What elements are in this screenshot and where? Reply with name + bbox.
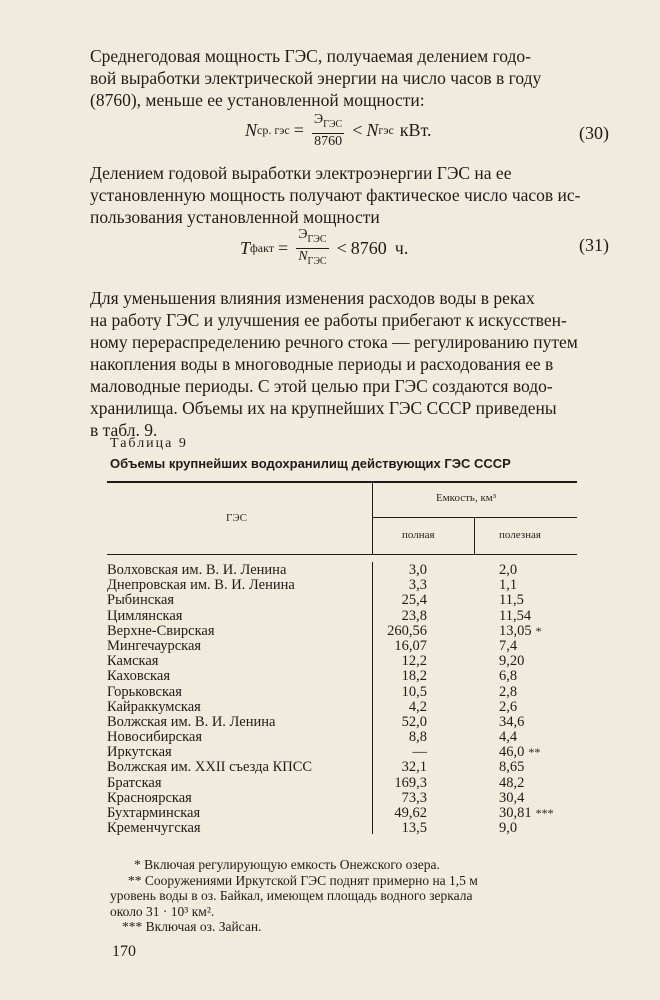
footnote: уровень воды в оз. Байкал, имеющем площадь водного зеркала bbox=[110, 888, 473, 903]
capacity-useful-value: 34,6 bbox=[499, 713, 525, 730]
paragraph-1 bbox=[90, 45, 610, 111]
capacity-useful bbox=[499, 593, 528, 608]
capacity-full: 3,3 bbox=[408, 577, 427, 594]
capacity-full: 12,2 bbox=[401, 653, 427, 670]
ges-name: Горьковская bbox=[107, 683, 182, 700]
table-subheader-rule bbox=[373, 517, 577, 518]
capacity-useful-value: 9,0 bbox=[499, 820, 518, 837]
ges-name: Волховская им. В. И. Ленина bbox=[107, 562, 287, 578]
text-line: в табл. 9. bbox=[90, 420, 158, 440]
capacity-useful-value: 1,1 bbox=[499, 577, 518, 594]
formula-subscript: ГЭС bbox=[307, 233, 327, 245]
capacity-useful bbox=[499, 821, 521, 836]
ges-name: Кайраккумская bbox=[107, 698, 201, 715]
formula-operator: = bbox=[293, 120, 304, 141]
capacity-useful-value: 7,4 bbox=[499, 637, 518, 654]
ges-name: Кременчугская bbox=[107, 820, 201, 837]
formula-symbol: N bbox=[366, 120, 379, 141]
capacity-useful-value: 2,0 bbox=[499, 562, 518, 578]
table-row bbox=[107, 578, 587, 593]
header-full: полная bbox=[402, 529, 435, 541]
capacity-useful-value: 30,81 bbox=[499, 805, 532, 821]
paragraph-3 bbox=[90, 287, 610, 441]
header-useful: полезная bbox=[499, 529, 541, 541]
ges-name: Волжская им. XXII съезда КПСС bbox=[107, 759, 313, 776]
capacity-full: 49,62 bbox=[394, 805, 427, 821]
capacity-full: 52,0 bbox=[401, 713, 427, 730]
ges-name: Каховская bbox=[107, 668, 170, 685]
table-row bbox=[107, 821, 587, 836]
table-row bbox=[107, 760, 587, 775]
table-row bbox=[107, 685, 587, 700]
formula-subscript: ГЭС bbox=[323, 118, 343, 130]
page-number: 170 bbox=[112, 943, 136, 960]
table-row bbox=[107, 593, 587, 608]
table-row bbox=[107, 745, 587, 760]
ges-name: Братская bbox=[107, 774, 162, 791]
formula-operator: < bbox=[352, 120, 363, 141]
table-row bbox=[107, 654, 587, 669]
capacity-useful-value: 13,05 bbox=[499, 622, 532, 639]
capacity-useful bbox=[499, 715, 528, 730]
text-line: на работу ГЭС и улучшения ее работы прибегают к искусствен- bbox=[90, 310, 567, 330]
capacity-useful-value: 2,6 bbox=[499, 698, 518, 715]
text-line: пользования установленной мощности bbox=[90, 207, 380, 227]
text-line: хранилища. Объемы их на крупнейших ГЭС СССР приведены bbox=[90, 398, 557, 418]
formula-symbol: T bbox=[240, 237, 251, 258]
ges-name: Верхне-Свирская bbox=[107, 622, 215, 639]
ges-name: Рыбинская bbox=[107, 592, 175, 609]
table-body bbox=[107, 563, 587, 836]
footnote: *** Включая оз. Зайсан. bbox=[122, 919, 262, 934]
capacity-full: 169,3 bbox=[394, 774, 427, 791]
table-row bbox=[107, 715, 587, 730]
table-top-rule bbox=[107, 481, 577, 483]
header-ges: ГЭС bbox=[226, 512, 247, 524]
ges-name: Камская bbox=[107, 653, 159, 670]
text-line: установленную мощность получают фактическое число часов ис- bbox=[90, 185, 581, 205]
ges-name: Новосибирская bbox=[107, 729, 203, 746]
capacity-useful bbox=[499, 685, 521, 700]
capacity-useful-value: 11,5 bbox=[499, 592, 524, 609]
capacity-useful bbox=[499, 654, 528, 669]
capacity-useful-value: 6,8 bbox=[499, 668, 518, 685]
capacity-useful-value: 4,4 bbox=[499, 729, 518, 746]
capacity-useful bbox=[499, 639, 521, 654]
capacity-full: 32,1 bbox=[401, 759, 427, 776]
formula-denominator: 8760 bbox=[314, 133, 343, 149]
formula-value: 8760 bbox=[350, 237, 387, 258]
table-title: Объемы крупнейших водохранилищ действующих ГЭС СССР bbox=[110, 456, 511, 471]
capacity-useful-value: 9,20 bbox=[499, 653, 525, 670]
formula-fraction bbox=[312, 112, 344, 150]
paragraph-2 bbox=[90, 162, 610, 228]
capacity-full: 16,07 bbox=[394, 637, 427, 654]
formula-subscript: гэс bbox=[378, 123, 394, 138]
footnote-mark: *** bbox=[535, 806, 554, 820]
formula-numerator: Э bbox=[313, 112, 324, 127]
capacity-full: 260,56 bbox=[387, 622, 427, 639]
equation-number-31: (31) bbox=[579, 235, 609, 255]
capacity-useful bbox=[499, 806, 554, 821]
table-column-divider bbox=[372, 482, 373, 555]
formula-subscript: факт bbox=[250, 240, 275, 255]
capacity-useful bbox=[499, 609, 535, 624]
capacity-full: 73,3 bbox=[401, 789, 427, 806]
ges-name: Днепровская им. В. И. Ленина bbox=[107, 577, 295, 594]
capacity-useful-value: 8,65 bbox=[499, 759, 525, 776]
formula-subscript: ГЭС bbox=[307, 255, 327, 267]
text-line: Для уменьшения влияния изменения расходов воды в реках bbox=[90, 288, 535, 308]
formula-31 bbox=[240, 227, 408, 270]
capacity-full: 13,5 bbox=[401, 820, 427, 837]
text-line: Среднегодовая мощность ГЭС, получаемая делением годо- bbox=[90, 46, 532, 66]
ges-name: Бухтарминская bbox=[107, 805, 201, 821]
text-line: (8760), меньше ее установленной мощности: bbox=[90, 90, 425, 110]
table-caption: Таблица 9 bbox=[110, 436, 188, 451]
table-header-rule bbox=[107, 554, 577, 555]
table-row bbox=[107, 700, 587, 715]
formula-denominator: N bbox=[298, 248, 308, 264]
capacity-full: 4,2 bbox=[408, 698, 427, 715]
table-row bbox=[107, 791, 587, 806]
capacity-useful-value: 11,54 bbox=[499, 607, 532, 624]
formula-symbol: N bbox=[245, 120, 258, 141]
footnote-mark: * bbox=[535, 623, 542, 638]
capacity-useful-value: 2,8 bbox=[499, 683, 518, 700]
capacity-useful bbox=[499, 624, 542, 639]
capacity-useful bbox=[499, 745, 540, 760]
table-row bbox=[107, 730, 587, 745]
table-row bbox=[107, 563, 587, 578]
footnote: ** Сооружениями Иркутской ГЭС поднят примерно на 1,5 м bbox=[128, 872, 478, 888]
formula-30 bbox=[245, 112, 432, 150]
table-row bbox=[107, 776, 587, 791]
capacity-useful bbox=[499, 700, 521, 715]
formula-operator: < bbox=[336, 237, 347, 258]
capacity-full: 23,8 bbox=[401, 607, 427, 624]
capacity-useful bbox=[499, 669, 521, 684]
footnotes bbox=[110, 857, 590, 935]
capacity-full: 3,0 bbox=[408, 562, 427, 578]
formula-unit: ч. bbox=[394, 237, 409, 258]
ges-name: Мингечаурская bbox=[107, 637, 202, 654]
text-line: Делением годовой выработки электроэнергии ГЭС на ее bbox=[90, 163, 512, 183]
equation-number-30: (30) bbox=[579, 123, 609, 143]
footnote-mark: ** bbox=[528, 745, 541, 760]
footnote: * Включая регулирующую емкость Онежского озера. bbox=[134, 857, 440, 872]
table-row bbox=[107, 624, 587, 639]
table-row bbox=[107, 669, 587, 684]
capacity-full: — bbox=[412, 744, 427, 761]
table-row bbox=[107, 609, 587, 624]
capacity-useful bbox=[499, 791, 528, 806]
text-line: вой выработки электрической энергии на число часов в году bbox=[90, 68, 542, 88]
capacity-full: 8,8 bbox=[408, 729, 427, 746]
ges-name: Волжская им. В. И. Ленина bbox=[107, 713, 276, 730]
ges-name: Цимлянская bbox=[107, 607, 183, 624]
formula-subscript: ср. гэс bbox=[257, 123, 290, 138]
capacity-useful bbox=[499, 730, 521, 745]
capacity-useful-value: 46,0 bbox=[499, 744, 525, 761]
table-row bbox=[107, 639, 587, 654]
table-row bbox=[107, 806, 587, 821]
ges-name: Иркутская bbox=[107, 744, 172, 761]
capacity-useful bbox=[499, 760, 528, 775]
capacity-useful-value: 30,4 bbox=[499, 789, 525, 806]
table-column-divider bbox=[474, 518, 475, 555]
formula-unit: кВт. bbox=[399, 120, 432, 141]
capacity-useful bbox=[499, 578, 521, 593]
capacity-useful bbox=[499, 776, 528, 791]
text-line: маловодные периоды. С этой целью при ГЭС создаются водо- bbox=[90, 376, 553, 396]
capacity-full: 18,2 bbox=[401, 668, 427, 685]
formula-numerator: Э bbox=[298, 227, 308, 242]
formula-operator: = bbox=[278, 237, 289, 258]
capacity-useful-value: 48,2 bbox=[499, 774, 525, 791]
capacity-full: 25,4 bbox=[401, 592, 427, 609]
header-capacity: Емкость, км³ bbox=[436, 492, 497, 504]
formula-fraction bbox=[296, 227, 328, 270]
capacity-useful bbox=[499, 563, 521, 578]
ges-name: Красноярская bbox=[107, 789, 192, 806]
capacity-full: 10,5 bbox=[401, 683, 427, 700]
text-line: накопления воды в многоводные периоды и расходования ее в bbox=[90, 354, 554, 374]
text-line: ному перераспределению речного стока — регулированию путем bbox=[90, 332, 578, 352]
footnote: около 31 · 10³ км². bbox=[110, 903, 215, 919]
